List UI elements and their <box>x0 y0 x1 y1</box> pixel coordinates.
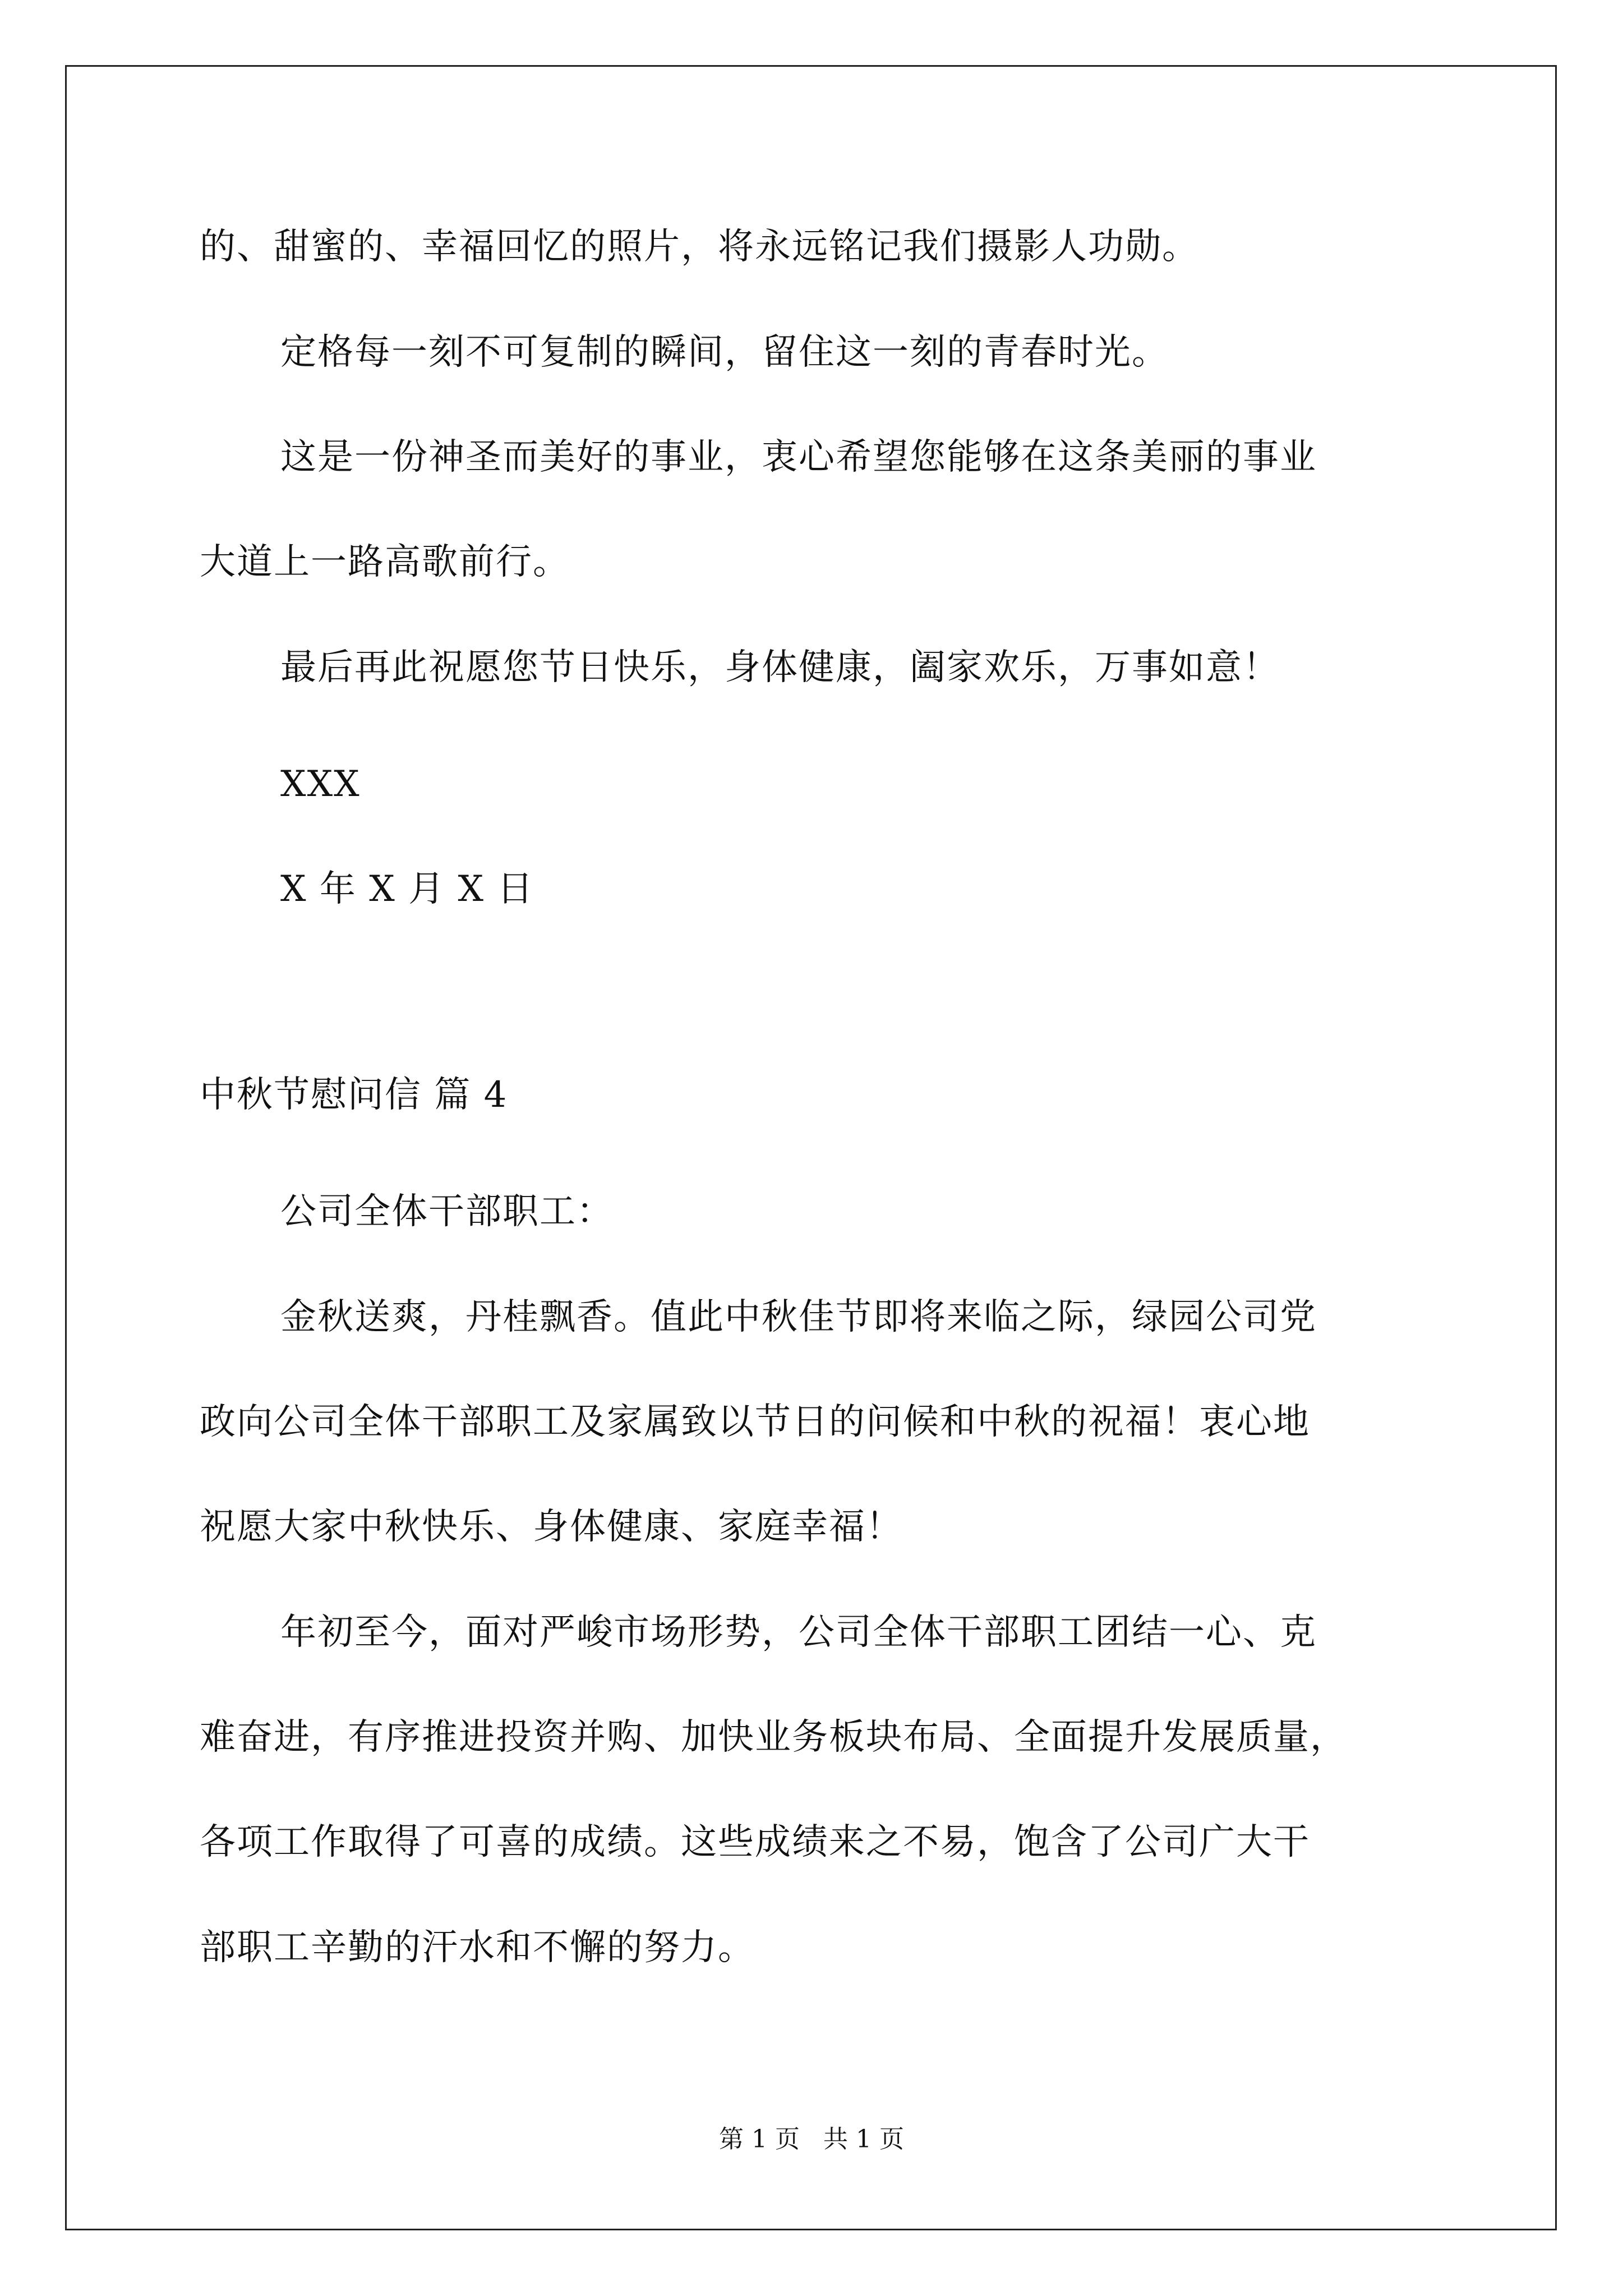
body-line: 年初至今，面对严峻市场形势，公司全体干部职工团结一心、克 <box>280 1612 1317 1653</box>
salutation: 公司全体干部职工： <box>280 1191 614 1232</box>
signature: XXX <box>280 763 361 805</box>
closing-wishes: 最后再此祝愿您节日快乐，身体健康，阖家欢乐，万事如意！ <box>280 647 1280 688</box>
page-border <box>65 65 1557 2230</box>
date-line: X 年 X 月 X 日 <box>280 868 534 910</box>
body-line: 的、甜蜜的、幸福回忆的照片，将永远铭记我们摄影人功勋。 <box>200 226 1199 268</box>
section-heading: 中秋节慰问信 篇 4 <box>200 1074 508 1116</box>
body-line: 大道上一路高歌前行。 <box>200 541 570 583</box>
body-line: 部职工辛勤的汗水和不懈的努力。 <box>200 1927 755 1968</box>
page-number-footer: 第 1 页 共 1 页 <box>719 2125 904 2154</box>
body-line: 难奋进，有序推进投资并购、加快业务板块布局、全面提升发展质量， <box>200 1717 1347 1758</box>
body-line: 金秋送爽，丹桂飘香。值此中秋佳节即将来临之际，绿园公司党 <box>280 1296 1317 1338</box>
body-line: 政向公司全体干部职工及家属致以节日的问候和中秋的祝福！衷心地 <box>200 1401 1310 1443</box>
body-line: 祝愿大家中秋快乐、身体健康、家庭幸福！ <box>200 1506 903 1548</box>
body-line: 这是一份神圣而美好的事业，衷心希望您能够在这条美丽的事业 <box>280 436 1317 478</box>
body-line: 各项工作取得了可喜的成绩。这些成绩来之不易，饱含了公司广大干 <box>200 1821 1310 1863</box>
body-line: 定格每一刻不可复制的瞬间，留住这一刻的青春时光。 <box>280 332 1169 373</box>
